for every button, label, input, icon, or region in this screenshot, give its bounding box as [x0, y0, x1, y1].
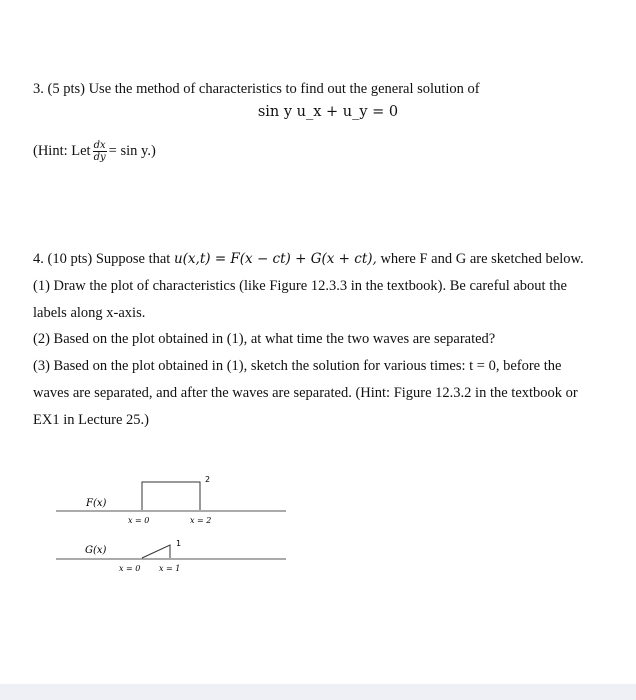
q4-line-1: [33, 250, 584, 268]
q3-equation: sin y u_x + u_y = 0: [257, 104, 399, 120]
wave-profiles-figure: [0, 460, 636, 590]
q3-hint-prefix: (Hint: Let: [33, 142, 91, 159]
G-label: G(x): [85, 545, 107, 556]
G-x0-label: x = 0: [119, 564, 141, 573]
F-x2-label: x = 2: [190, 516, 212, 525]
q4-line-3: labels along x-axis.: [33, 305, 146, 321]
q4-line-1-suffix: where F and G are sketched below.: [380, 251, 584, 267]
q3-statement: 3. (5 pts) Use the method of characteristics to find out the general solution of: [33, 81, 480, 97]
q4-line-1-math: u(x,t) = F(x − ct) + G(x + ct),: [173, 251, 377, 267]
q3-hint-frac-num: dx: [93, 140, 106, 151]
F-rectangle: [142, 482, 200, 510]
G-x1-label: x = 1: [159, 564, 181, 573]
q4-line-6: waves are separated, and after the waves are separated. (Hint: Figure 12.3.2 in the textbook or: [33, 385, 578, 401]
q4-line-2: (1) Draw the plot of characteristics (like Figure 12.3.3 in the textbook). Be careful about the: [33, 278, 567, 294]
page-footer-bar: [0, 684, 636, 700]
q4-line-5: (3) Based on the plot obtained in (1), sketch the solution for various times: t = 0, before the: [33, 358, 562, 374]
q3-hint-suffix: = sin y.): [108, 142, 156, 159]
q4-line-4: (2) Based on the plot obtained in (1), at what time the two waves are separated?: [33, 331, 496, 347]
G-height-label: 1: [176, 539, 182, 548]
F-label: F(x): [86, 498, 107, 509]
q3-hint: [33, 140, 156, 163]
q4-line-7: EX1 in Lecture 25.): [33, 412, 149, 428]
q3-hint-frac-den: dy: [93, 152, 106, 163]
F-height-label: 2: [205, 475, 211, 484]
G-triangle: [142, 545, 170, 558]
q4-line-1-prefix: 4. (10 pts) Suppose that: [33, 251, 171, 267]
F-x0-label: x = 0: [128, 516, 150, 525]
q3-hint-fraction: [93, 140, 107, 163]
